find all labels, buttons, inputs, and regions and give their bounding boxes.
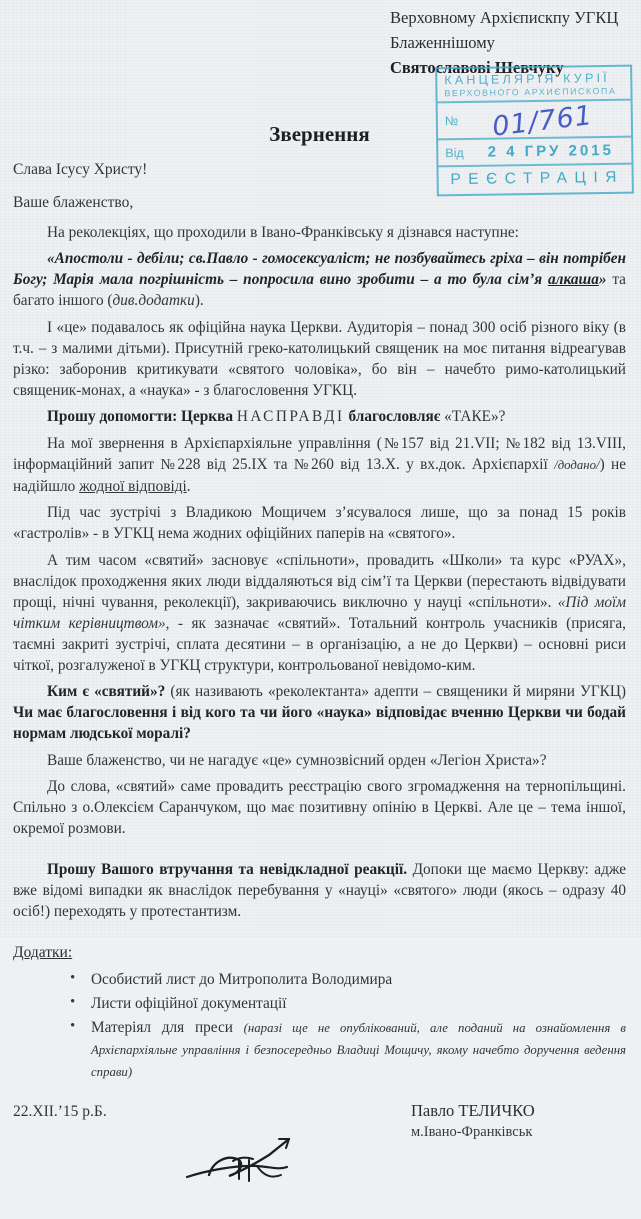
greeting-line-2: Ваше блаженство, — [13, 194, 134, 211]
text-segment: На мої звернення в Архієпархіяльне управління (№157 від 21.VII; №182 від 13.VIII, інформаційний запит №228 від 25.IX та №260 від 13.X. у вх.док. Архієпархії — [13, 434, 626, 473]
paragraph — [13, 859, 626, 922]
attachments-heading: Додатки: — [13, 944, 73, 961]
stamp-date-value: 2 4 ГРУ 2015 — [487, 141, 615, 161]
stamp-date-label: Від — [445, 145, 464, 160]
text-segment: Матеріял для преси — [91, 1019, 244, 1036]
text-segment: (як називають «реколектанта» адепти – священики й миряни УГКЦ) — [170, 683, 627, 700]
text-segment: Ким є «святий»? — [47, 683, 171, 700]
attachments-section — [13, 944, 626, 1083]
text-segment: Допоки ще маємо Церкву: адже вже відомі випадки як внаслідок перебування у «науці» «святого» люди (якось – одразу 40 осіб!) переходять у протестантизм. — [13, 861, 627, 920]
greeting-line-1: Слава Ісусу Христу! — [13, 161, 148, 178]
text-segment: жодної відповіді — [79, 477, 187, 495]
text-segment: . — [186, 477, 191, 495]
paragraph — [13, 222, 626, 243]
recipient-line-1: Верховному Архієпискпу УГКЦ — [390, 8, 619, 27]
attachment-item — [68, 1017, 626, 1083]
recipient-line-3: Святославові Шевчуку — [390, 58, 564, 77]
text-segment: Під час зустрічі з Владикою Мощичем з’ясувалося лише, що за понад 15 років «гастролів» - в УГКЦ нема жодних офіційних паперів на «святого». — [13, 504, 626, 542]
paragraph — [13, 317, 626, 401]
text-segment: Листи офіційної документації — [91, 995, 287, 1012]
text-segment: Ваше блаженство, чи не нагадує «це» сумнозвісний орден «Легіон Христа»? — [47, 751, 547, 769]
text-segment: І «це» подавалось як офіційна наука Церкви. Аудиторія – понад 300 осіб різного віку (в т.ч. – з малими дітьми). Присутній греко-католицький священик на моє питання відреагував різко: заборонив критикувати «святого чоловіка», бо він – начебто римо-католицький священик-монах, а «наука» - з благословення УГКЦ. — [13, 318, 626, 399]
stamp-number-label: № — [444, 113, 459, 128]
paragraph — [13, 502, 626, 544]
stamp-date-row — [438, 136, 631, 166]
stamp-registration-label: РЕЄСТРАЦІЯ — [438, 163, 631, 195]
signer-block — [411, 1101, 535, 1141]
letter-date: 22.XII.’15 р.Б. — [13, 1103, 107, 1120]
text-segment: » — [598, 271, 607, 288]
text-segment: НАСПРАВДІ — [236, 408, 345, 425]
stamp-number-row — [438, 99, 631, 143]
text-segment: та багато іншого ( — [13, 271, 626, 309]
paragraph — [13, 248, 626, 311]
text-segment: «ТАКЕ»? — [444, 408, 506, 425]
text-segment: (наразі ще не опублікований, але поданий на ознайомлення в Архієпархіяльне управління і безпосередньо Владиці Мощичу, якому начебто доручення ведення справи) — [91, 1021, 626, 1079]
text-segment: /додано/ — [554, 457, 600, 472]
paragraph — [13, 776, 626, 839]
text-segment: див.додатки — [112, 292, 195, 309]
text-segment: До слова, «святий» саме провадить реєстрацію свого згромадження на тернопільщині. Спільно з о.Олексієм Саранчуком, що має позитивну опінію в Церкві. Але це – тема іншої, окремої розмови. — [13, 778, 626, 837]
attachments-list — [68, 969, 626, 1083]
paragraph — [13, 681, 626, 744]
signature — [183, 1131, 323, 1196]
signer-city: м.Івано-Франківськ — [411, 1124, 533, 1140]
paragraph — [13, 750, 626, 771]
text-segment: «Апостоли - дебіли; св.Павло - гомосексуаліст; не позбувайтесь гріха – він потрібен Богу; Марія мала погрішність – попросила вино зробити – а то була сім’я — [13, 250, 626, 288]
attachment-item — [68, 969, 626, 990]
text-segment: Прошу допомогти: Церква — [47, 408, 237, 425]
attachment-item — [68, 993, 626, 1014]
text-segment: Прошу Вашого втручання та невідкладної реакції. — [47, 861, 408, 878]
paragraph — [13, 433, 626, 497]
text-segment: А тим часом «святий» засновує «спільноти», провадить «Школи» та курс «РУАХ», внаслідок проходження яких люди віддаляються від сім’ї та Церкви (перестають відвідувати прощі, нічні чування, реколекції), закриваючись виключно у науці «спільноти». — [13, 551, 626, 611]
text-segment: Чи має благословення і від кого та чи його «наука» відповідає вченню Церкви чи бодай нормам людської моралі? — [13, 704, 626, 742]
stamp-office-line-1: КАНЦЕЛЯРІЯ КУРІЇ — [444, 70, 610, 88]
text-segment: , - як зазначає «святий». Тотальний контроль учасників (присяга, таємні закриті зустрічі, сплата десятини – в організацію, а не до Церкви) – основні риси чіткої, розгалуженої в УГКЦ структури, контрольованої невідомо-ким. — [13, 614, 626, 674]
text-segment: На реколекціях, що проходили в Івано-Франківську я дізнався наступне: — [47, 223, 519, 241]
paragraph — [13, 406, 626, 427]
stamp-office-line-2: ВЕРХОВНОГО АРХИЄПИСКОПА — [444, 85, 617, 99]
text-segment: алкаша — [547, 271, 599, 288]
text-segment: ) не надійшло — [13, 455, 626, 495]
stamp-number-handwritten: 01/761 — [491, 99, 595, 143]
text-segment: Особистий лист до Митрополита Володимира — [91, 971, 393, 988]
letter-title: Звернення — [269, 122, 370, 146]
text-segment: благословляє — [344, 408, 445, 425]
recipient-line-2: Блаженнішому — [390, 33, 495, 52]
letter-body — [13, 222, 626, 923]
registration-stamp — [435, 65, 634, 197]
text-segment: «Під моїм чітким керівництвом» — [13, 593, 627, 632]
paragraph — [13, 550, 626, 676]
letter-footer — [13, 1099, 626, 1219]
stamp-office — [437, 67, 630, 102]
text-segment: ). — [194, 292, 204, 309]
signer-name: Павло ТЕЛИЧКО — [411, 1101, 535, 1120]
